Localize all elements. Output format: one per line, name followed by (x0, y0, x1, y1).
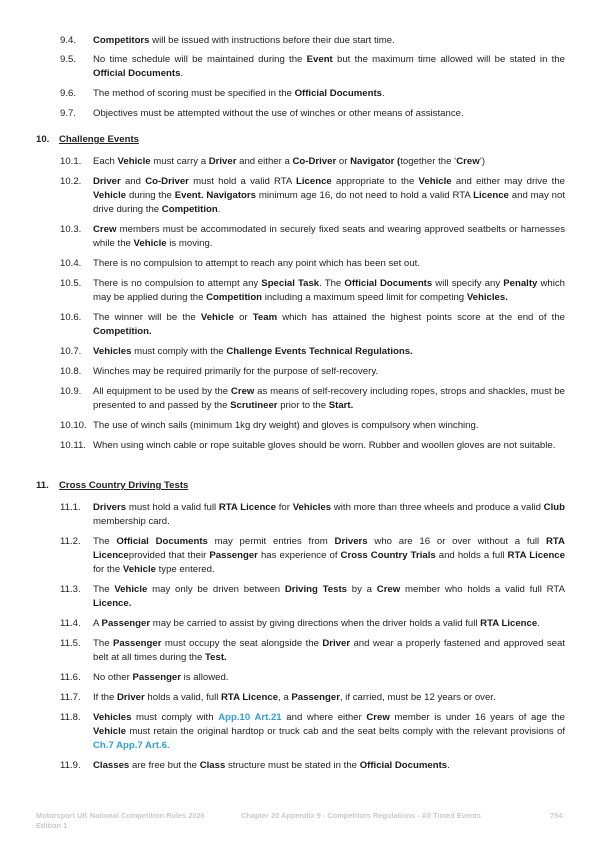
defined-term: Competitors (93, 35, 150, 46)
defined-term: Passenger (112, 638, 162, 649)
defined-term: Official Documents (294, 88, 383, 99)
clause-10-8 (60, 365, 565, 379)
clause-number: 9.4. (60, 35, 77, 46)
clause-10-6 (60, 311, 565, 339)
defined-term: Vehicle (122, 563, 156, 575)
clause-9-7 (60, 107, 565, 121)
footer-publication (36, 811, 205, 831)
clause-text: All equipment to be used by the Crew as means of self-recovery including ropes, strops and shackles, must be presented to and passed by the Scrutineer prior to the Start. (93, 386, 565, 411)
clause-text: Each Vehicle must carry a Driver and either a Co-Driver or Navigator (together the ‘Crew’) (93, 156, 486, 167)
clause-text: Driver and Co-Driver must hold a valid RTA Licence appropriate to the Vehicle and either may drive the Vehicle during the Event. Navigators minimum age 16, do not need to hold a valid RTA Licence and may not drive during the Competition. (93, 176, 566, 215)
defined-term: Crew (456, 156, 480, 167)
clause-number: 10.8. (60, 366, 82, 377)
defined-term: Co-Driver (145, 176, 189, 187)
cross-reference-link[interactable]: Ch.7 App.7 Art.6. (93, 739, 170, 751)
defined-term: Vehicle (133, 237, 167, 249)
defined-term: Vehicle (93, 189, 127, 201)
clause-number: 11.6. (60, 672, 81, 683)
defined-term: Vehicle (418, 176, 452, 187)
clause-11-5 (60, 637, 565, 665)
defined-term: Scrutineer (230, 399, 278, 411)
clause-11-4 (60, 617, 565, 631)
defined-term: Vehicle (114, 584, 148, 595)
clause-text: No time schedule will be maintained during the Event but the maximum time allowed will be stated in the Official Documents. (93, 54, 565, 79)
defined-term: RTA Licence (93, 536, 565, 561)
clause-9-5 (60, 53, 565, 81)
clause-text: If the Driver holds a valid, full RTA Licence, a Passenger, if carried, must be 12 years or over. (93, 692, 496, 703)
defined-term: Event (306, 54, 333, 65)
clause-text: Competitors will be issued with instructions before their due start time. (93, 35, 395, 46)
clause-9-6 (60, 87, 565, 101)
clause-text: The Official Documents may permit entries from Drivers who are 16 or over without a full RTA Licenceprovided that their Passenger has experience of Cross Country Trials and holds a full RTA Licence for the Vehicle type entered. (93, 536, 565, 575)
defined-term: Driver (93, 176, 121, 187)
clause-10-3 (60, 223, 565, 251)
footer-edition: Edition 1 (36, 821, 68, 830)
clause-number: 9.5. (60, 54, 77, 65)
clause-text: The Passenger must occupy the seat alongside the Driver and wear a properly fastened and approved seat belt at all times during the Test. (93, 638, 565, 663)
defined-term: Licence (296, 176, 332, 187)
clause-10-9 (60, 385, 565, 413)
defined-term: Crew (93, 224, 117, 235)
clause-text: The use of winch sails (minimum 1kg dry weight) and gloves is compulsory when winching. (93, 420, 479, 431)
section-title: Cross Country Driving Tests (59, 480, 189, 491)
defined-term: Driving Tests (284, 584, 347, 595)
defined-term: Licence. (93, 597, 132, 609)
clause-10-7 (60, 345, 565, 359)
footer-chapter: Chapter 20 Appendix 9 - Competitors Regulations - All Timed Events (241, 811, 481, 820)
defined-term: Official Documents (359, 760, 448, 771)
defined-term: Crew (366, 712, 390, 723)
defined-term: RTA Licence (218, 502, 276, 513)
defined-term: Challenge Events Technical Regulations. (226, 346, 413, 357)
defined-term: Crew (230, 386, 255, 397)
clause-text: Vehicles must comply with App.10 Art.21 and where either Crew member is under 16 years of age the Vehicle must retain the original hardtop or truck cab and the seat belts comply with the relevant provisions of Ch.7 App.7 Art.6. (93, 712, 565, 751)
defined-term: Driver (117, 692, 145, 703)
clause-number: 10.6. (60, 312, 82, 323)
defined-term: Passenger (101, 618, 151, 629)
clause-text: When using winch cable or rope suitable gloves should be worn. Rubber and woollen gloves are not suitable. (93, 440, 556, 451)
footer-page-number: 754 (550, 811, 563, 820)
clause-11-7 (60, 691, 565, 705)
clause-11-9 (60, 759, 565, 773)
defined-term: Vehicle (93, 725, 127, 737)
clause-text: Objectives must be attempted without the use of winches or other means of assistance. (93, 108, 464, 119)
clause-number: 9.7. (60, 108, 77, 119)
clause-number: 10.10. (60, 420, 87, 431)
clause-11-1 (60, 501, 565, 529)
clause-number: 10.3. (60, 224, 82, 235)
defined-term: Classes (93, 760, 130, 771)
defined-term: Vehicle (117, 156, 151, 167)
clause-number: 11.4. (60, 618, 81, 629)
defined-term: Passenger (291, 692, 340, 703)
defined-term: Passenger (132, 672, 181, 683)
defined-term: Competition. (93, 325, 152, 337)
clause-10-4 (60, 257, 565, 271)
clause-text: Classes are free but the Class structure must be stated in the Official Documents. (93, 760, 450, 771)
clause-text: Vehicles must comply with the Challenge Events Technical Regulations. (93, 346, 413, 357)
defined-term: Licence (473, 189, 509, 201)
clause-number: 11.2. (60, 536, 81, 547)
clause-number: 10.1. (60, 156, 82, 167)
clause-text: Crew members must be accommodated in securely fixed seats and wearing approved seatbelts or harnesses while the Vehicle is moving. (93, 224, 565, 249)
clause-11-8 (60, 711, 565, 753)
defined-term: Official Documents (116, 536, 208, 547)
clause-text: There is no compulsion to attempt any Special Task. The Official Documents will specify any Penalty which may be applied during the Competition including a maximum speed limit for competing Vehicles. (93, 278, 565, 303)
defined-term: Vehicles (292, 502, 332, 513)
defined-term: Passenger (209, 549, 258, 561)
section-number: 10. (36, 134, 50, 145)
defined-term: Start. (328, 399, 354, 411)
clause-number: 10.7. (60, 346, 82, 357)
clause-number: 11.3. (60, 584, 81, 595)
clause-number: 10.2. (60, 176, 82, 187)
clause-11-3 (60, 583, 565, 611)
defined-term: Vehicle (200, 312, 234, 323)
clause-text: Drivers must hold a valid full RTA Licence for Vehicles with more than three wheels and produce a valid Club membership card. (93, 502, 565, 527)
clause-number: 10.11. (60, 440, 86, 451)
defined-term: Driver (322, 638, 351, 649)
clause-text: Winches may be required primarily for the purpose of self-recovery. (93, 366, 379, 377)
clause-10-10 (60, 419, 565, 433)
defined-term: Drivers (334, 536, 368, 547)
clause-text: No other Passenger is allowed. (93, 672, 229, 683)
footer-title: Motorsport UK National Competition Rules 2026 (36, 811, 205, 820)
clause-number: 9.6. (60, 88, 77, 99)
defined-term: RTA Licence (221, 692, 279, 703)
defined-term: Event. Navigators (174, 189, 256, 201)
defined-term: Vehicles. (466, 291, 508, 303)
clause-number: 10.4. (60, 258, 82, 269)
clause-9-4 (60, 34, 565, 48)
defined-term: Competition (161, 203, 218, 215)
clause-text: A Passenger may be carried to assist by giving directions when the driver holds a valid full RTA Licence. (93, 618, 540, 629)
clause-10-5 (60, 277, 565, 305)
cross-reference-link[interactable]: App.10 Art.21 (218, 712, 282, 723)
defined-term: Test. (205, 651, 227, 663)
defined-term: Club (543, 502, 565, 513)
defined-term: Competition (206, 291, 263, 303)
clause-text: There is no compulsion to attempt to reach any point which has been set out. (93, 258, 420, 269)
section-title: Challenge Events (59, 134, 139, 145)
clause-text: The method of scoring must be specified in the Official Documents. (93, 88, 385, 99)
defined-term: RTA Licence (507, 549, 565, 561)
defined-term: Team (252, 312, 278, 323)
defined-term: Navigator ( (350, 156, 401, 167)
defined-term: Penalty (503, 278, 538, 289)
defined-term: Official Documents (344, 278, 433, 289)
defined-term: Official Documents (93, 67, 181, 79)
clause-10-1 (60, 155, 565, 169)
defined-term: Vehicles (93, 712, 132, 723)
clause-number: 10.5. (60, 278, 82, 289)
defined-term: Driver (208, 156, 237, 167)
clause-number: 11.9. (60, 760, 81, 771)
defined-term: Special Task (261, 278, 320, 289)
defined-term: Class (199, 760, 226, 771)
clause-number: 11.1. (60, 502, 81, 513)
defined-term: Cross Country Trials (340, 549, 436, 561)
defined-term: Co-Driver (292, 156, 337, 167)
defined-term: Drivers (93, 502, 127, 513)
clause-number: 10.9. (60, 386, 82, 397)
clause-11-6 (60, 671, 565, 685)
defined-term: RTA Licence (480, 618, 538, 629)
clause-number: 11.5. (60, 638, 81, 649)
clause-number: 11.7. (60, 692, 81, 703)
clause-number: 11.8. (60, 712, 81, 723)
defined-term: Vehicles (93, 346, 132, 357)
clause-10-11 (60, 439, 565, 467)
defined-term: Crew (376, 584, 401, 595)
clause-11-2 (60, 535, 565, 577)
section-number: 11. (36, 480, 49, 491)
clause-10-2 (60, 175, 565, 217)
clause-text: The winner will be the Vehicle or Team which has attained the highest points score at the end of the Competition. (93, 312, 565, 337)
clause-text: The Vehicle may only be driven between Driving Tests by a Crew member who holds a valid full RTA Licence. (93, 584, 565, 609)
